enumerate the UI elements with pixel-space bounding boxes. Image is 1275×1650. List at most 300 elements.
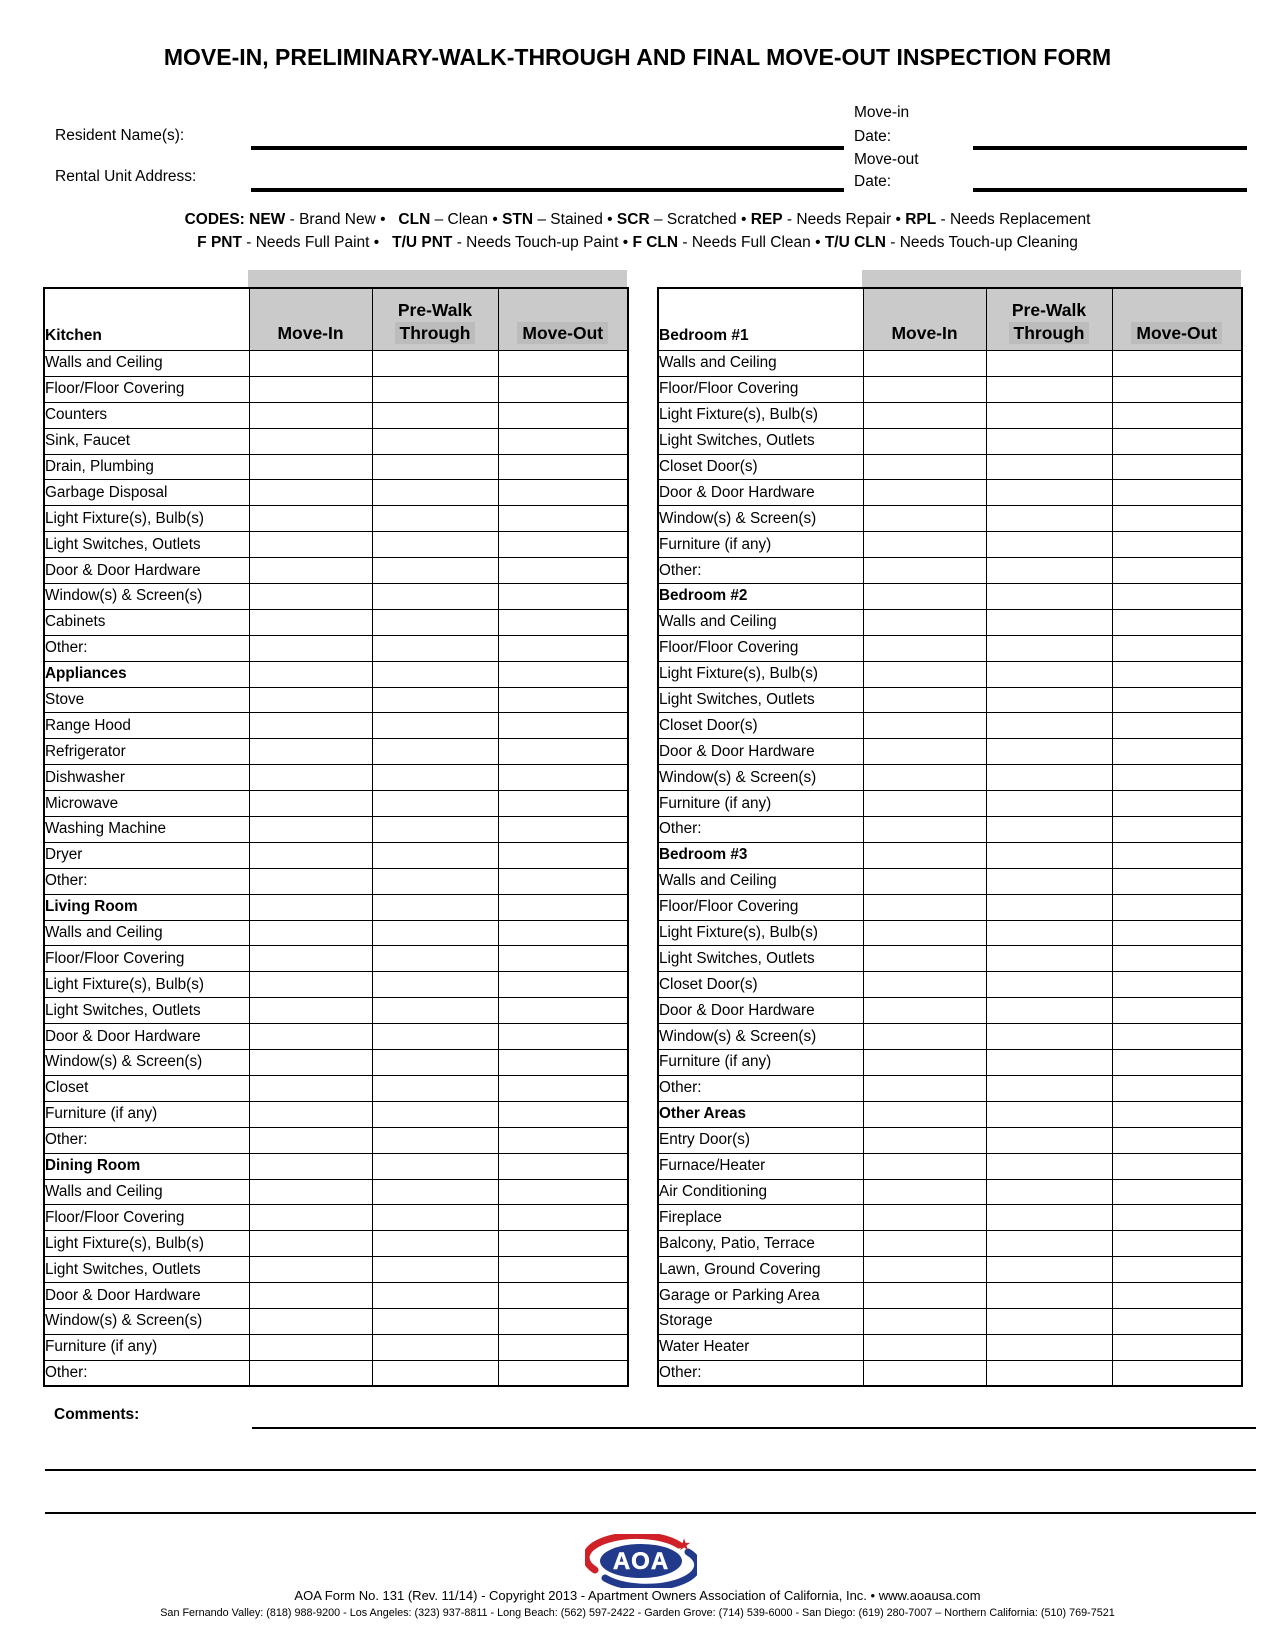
row-label: Other: xyxy=(44,635,249,661)
header-row xyxy=(658,288,1242,351)
entry-cell[interactable] xyxy=(1112,1231,1242,1257)
entry-cell[interactable] xyxy=(498,739,628,765)
entry-cell[interactable] xyxy=(863,946,986,972)
entry-cell[interactable] xyxy=(498,428,628,454)
entry-cell[interactable] xyxy=(372,428,498,454)
entry-cell[interactable] xyxy=(863,635,986,661)
row-label: Walls and Ceiling xyxy=(658,351,863,377)
entry-cell[interactable] xyxy=(986,584,1112,610)
entry-cell[interactable] xyxy=(986,894,1112,920)
table-row xyxy=(658,765,1242,791)
row-label: Walls and Ceiling xyxy=(658,868,863,894)
entry-cell[interactable] xyxy=(863,402,986,428)
entry-cell[interactable] xyxy=(986,480,1112,506)
entry-cell[interactable] xyxy=(1112,558,1242,584)
entry-cell[interactable] xyxy=(249,428,372,454)
entry-cell[interactable] xyxy=(498,635,628,661)
entry-cell[interactable] xyxy=(372,972,498,998)
entry-cell[interactable] xyxy=(498,376,628,402)
entry-cell[interactable] xyxy=(986,1075,1112,1101)
entry-cell[interactable] xyxy=(1112,842,1242,868)
entry-cell[interactable] xyxy=(498,1050,628,1076)
entry-cell[interactable] xyxy=(372,868,498,894)
entry-cell[interactable] xyxy=(372,713,498,739)
entry-cell[interactable] xyxy=(863,1205,986,1231)
entry-cell[interactable] xyxy=(863,454,986,480)
entry-cell[interactable] xyxy=(249,1179,372,1205)
entry-cell[interactable] xyxy=(986,1360,1112,1386)
entry-cell[interactable] xyxy=(498,1127,628,1153)
row-label: Closet Door(s) xyxy=(658,454,863,480)
entry-cell[interactable] xyxy=(498,791,628,817)
entry-cell[interactable] xyxy=(986,713,1112,739)
comments-blank-line-1[interactable] xyxy=(45,1469,1256,1471)
row-label: Door & Door Hardware xyxy=(44,1283,249,1309)
entry-cell[interactable] xyxy=(986,998,1112,1024)
entry-cell[interactable] xyxy=(372,1308,498,1334)
table-row xyxy=(658,584,1242,610)
table-row xyxy=(44,558,628,584)
table-row xyxy=(658,946,1242,972)
entry-cell[interactable] xyxy=(986,817,1112,843)
entry-cell[interactable] xyxy=(1112,532,1242,558)
entry-cell[interactable] xyxy=(498,1257,628,1283)
entry-cell[interactable] xyxy=(249,506,372,532)
table-row xyxy=(44,584,628,610)
row-label: Washing Machine xyxy=(44,817,249,843)
entry-cell[interactable] xyxy=(1112,506,1242,532)
entry-cell[interactable] xyxy=(1112,1308,1242,1334)
entry-cell[interactable] xyxy=(863,1308,986,1334)
entry-cell[interactable] xyxy=(498,842,628,868)
entry-cell[interactable] xyxy=(372,1179,498,1205)
row-label: Walls and Ceiling xyxy=(658,609,863,635)
entry-cell[interactable] xyxy=(498,1101,628,1127)
entry-cell[interactable] xyxy=(1112,765,1242,791)
entry-cell[interactable] xyxy=(372,1075,498,1101)
table-row xyxy=(658,842,1242,868)
row-label: Light Switches, Outlets xyxy=(658,428,863,454)
entry-cell[interactable] xyxy=(863,376,986,402)
entry-cell[interactable] xyxy=(863,842,986,868)
entry-cell[interactable] xyxy=(986,558,1112,584)
entry-cell[interactable] xyxy=(249,765,372,791)
entry-cell[interactable] xyxy=(249,998,372,1024)
entry-cell[interactable] xyxy=(1112,1334,1242,1360)
entry-cell[interactable] xyxy=(249,1153,372,1179)
row-label: Air Conditioning xyxy=(658,1179,863,1205)
table-row xyxy=(658,1024,1242,1050)
entry-cell[interactable] xyxy=(249,739,372,765)
entry-cell[interactable] xyxy=(986,428,1112,454)
move-out-date-field[interactable] xyxy=(973,188,1247,192)
entry-cell[interactable] xyxy=(249,972,372,998)
entry-cell[interactable] xyxy=(372,1360,498,1386)
entry-cell[interactable] xyxy=(372,1205,498,1231)
entry-cell[interactable] xyxy=(863,609,986,635)
entry-cell[interactable] xyxy=(1112,868,1242,894)
entry-cell[interactable] xyxy=(1112,609,1242,635)
entry-cell[interactable] xyxy=(249,558,372,584)
table-row xyxy=(44,402,628,428)
entry-cell[interactable] xyxy=(249,687,372,713)
entry-cell[interactable] xyxy=(372,635,498,661)
entry-cell[interactable] xyxy=(249,635,372,661)
entry-cell[interactable] xyxy=(372,998,498,1024)
entry-cell[interactable] xyxy=(1112,584,1242,610)
entry-cell[interactable] xyxy=(498,817,628,843)
entry-cell[interactable] xyxy=(863,713,986,739)
entry-cell[interactable] xyxy=(986,1050,1112,1076)
entry-cell[interactable] xyxy=(863,1334,986,1360)
table-row xyxy=(44,1308,628,1334)
entry-cell[interactable] xyxy=(498,765,628,791)
entry-cell[interactable] xyxy=(863,661,986,687)
entry-cell[interactable] xyxy=(986,506,1112,532)
entry-cell[interactable] xyxy=(498,972,628,998)
entry-cell[interactable] xyxy=(863,765,986,791)
entry-cell[interactable] xyxy=(498,894,628,920)
entry-cell[interactable] xyxy=(498,402,628,428)
column-header: Pre-Walk Through xyxy=(372,288,498,351)
entry-cell[interactable] xyxy=(986,376,1112,402)
entry-cell[interactable] xyxy=(249,1308,372,1334)
entry-cell[interactable] xyxy=(863,1127,986,1153)
table-row xyxy=(44,1283,628,1309)
entry-cell[interactable] xyxy=(863,894,986,920)
entry-cell[interactable] xyxy=(863,1360,986,1386)
entry-cell[interactable] xyxy=(986,1205,1112,1231)
entry-cell[interactable] xyxy=(249,946,372,972)
entry-cell[interactable] xyxy=(372,1153,498,1179)
entry-cell[interactable] xyxy=(372,920,498,946)
section-row-label: Dining Room xyxy=(44,1153,249,1179)
entry-cell[interactable] xyxy=(372,506,498,532)
entry-cell[interactable] xyxy=(863,428,986,454)
entry-cell[interactable] xyxy=(1112,998,1242,1024)
table-row xyxy=(658,1257,1242,1283)
entry-cell[interactable] xyxy=(863,506,986,532)
entry-cell[interactable] xyxy=(372,584,498,610)
entry-cell[interactable] xyxy=(986,739,1112,765)
entry-cell[interactable] xyxy=(372,532,498,558)
entry-cell[interactable] xyxy=(863,920,986,946)
row-label: Other: xyxy=(44,868,249,894)
entry-cell[interactable] xyxy=(498,506,628,532)
entry-cell[interactable] xyxy=(986,1257,1112,1283)
entry-cell[interactable] xyxy=(249,791,372,817)
entry-cell[interactable] xyxy=(498,1308,628,1334)
entry-cell[interactable] xyxy=(249,1024,372,1050)
entry-cell[interactable] xyxy=(1112,428,1242,454)
codes-legend xyxy=(0,208,1275,254)
entry-cell[interactable] xyxy=(1112,1024,1242,1050)
entry-cell[interactable] xyxy=(986,920,1112,946)
entry-cell[interactable] xyxy=(863,1075,986,1101)
entry-cell[interactable] xyxy=(986,454,1112,480)
entry-cell[interactable] xyxy=(498,998,628,1024)
entry-cell[interactable] xyxy=(498,454,628,480)
entry-cell[interactable] xyxy=(986,1334,1112,1360)
entry-cell[interactable] xyxy=(986,1153,1112,1179)
table-row xyxy=(658,920,1242,946)
entry-cell[interactable] xyxy=(498,480,628,506)
entry-cell[interactable] xyxy=(863,791,986,817)
comments-field[interactable] xyxy=(252,1427,1256,1429)
entry-cell[interactable] xyxy=(986,687,1112,713)
entry-cell[interactable] xyxy=(863,480,986,506)
entry-cell[interactable] xyxy=(372,791,498,817)
entry-cell[interactable] xyxy=(372,1334,498,1360)
entry-cell[interactable] xyxy=(372,817,498,843)
entry-cell[interactable] xyxy=(986,842,1112,868)
move-out-label: Move-out xyxy=(854,151,919,168)
entry-cell[interactable] xyxy=(372,1101,498,1127)
entry-cell[interactable] xyxy=(372,454,498,480)
entry-cell[interactable] xyxy=(249,661,372,687)
entry-cell[interactable] xyxy=(986,661,1112,687)
entry-cell[interactable] xyxy=(1112,1101,1242,1127)
entry-cell[interactable] xyxy=(986,868,1112,894)
entry-cell[interactable] xyxy=(863,687,986,713)
entry-cell[interactable] xyxy=(986,1179,1112,1205)
entry-cell[interactable] xyxy=(863,1101,986,1127)
entry-cell[interactable] xyxy=(1112,1127,1242,1153)
entry-cell[interactable] xyxy=(498,609,628,635)
row-label: Light Switches, Outlets xyxy=(44,998,249,1024)
entry-cell[interactable] xyxy=(1112,1257,1242,1283)
inspection-table xyxy=(43,287,629,1387)
entry-cell[interactable] xyxy=(863,558,986,584)
table-row xyxy=(44,1024,628,1050)
table-row xyxy=(44,920,628,946)
entry-cell[interactable] xyxy=(249,1127,372,1153)
table-row xyxy=(44,1050,628,1076)
entry-cell[interactable] xyxy=(986,609,1112,635)
entry-cell[interactable] xyxy=(863,584,986,610)
entry-cell[interactable] xyxy=(1112,920,1242,946)
table-row xyxy=(44,687,628,713)
table-row xyxy=(44,972,628,998)
entry-cell[interactable] xyxy=(863,739,986,765)
entry-cell[interactable] xyxy=(372,946,498,972)
entry-cell[interactable] xyxy=(1112,687,1242,713)
entry-cell[interactable] xyxy=(372,376,498,402)
entry-cell[interactable] xyxy=(249,817,372,843)
entry-cell[interactable] xyxy=(863,817,986,843)
rental-address-field[interactable] xyxy=(251,188,844,192)
entry-cell[interactable] xyxy=(986,1127,1112,1153)
entry-cell[interactable] xyxy=(249,894,372,920)
move-out-date-label: Date: xyxy=(854,173,892,190)
entry-cell[interactable] xyxy=(1112,351,1242,377)
entry-cell[interactable] xyxy=(372,765,498,791)
entry-cell[interactable] xyxy=(863,1257,986,1283)
entry-cell[interactable] xyxy=(986,791,1112,817)
entry-cell[interactable] xyxy=(986,532,1112,558)
entry-cell[interactable] xyxy=(249,584,372,610)
entry-cell[interactable] xyxy=(986,1024,1112,1050)
row-label: Microwave xyxy=(44,791,249,817)
row-label: Counters xyxy=(44,402,249,428)
entry-cell[interactable] xyxy=(249,842,372,868)
entry-cell[interactable] xyxy=(863,1231,986,1257)
row-label: Walls and Ceiling xyxy=(44,351,249,377)
row-label: Furniture (if any) xyxy=(658,532,863,558)
entry-cell[interactable] xyxy=(863,972,986,998)
entry-cell[interactable] xyxy=(372,739,498,765)
entry-cell[interactable] xyxy=(498,1075,628,1101)
table-row xyxy=(44,428,628,454)
entry-cell[interactable] xyxy=(863,1283,986,1309)
table-row xyxy=(658,1283,1242,1309)
entry-cell[interactable] xyxy=(1112,1153,1242,1179)
entry-cell[interactable] xyxy=(372,1257,498,1283)
entry-cell[interactable] xyxy=(249,1075,372,1101)
entry-cell[interactable] xyxy=(1112,817,1242,843)
entry-cell[interactable] xyxy=(372,1231,498,1257)
entry-cell[interactable] xyxy=(498,584,628,610)
entry-cell[interactable] xyxy=(1112,635,1242,661)
entry-cell[interactable] xyxy=(498,946,628,972)
entry-cell[interactable] xyxy=(498,1334,628,1360)
move-in-date-label: Date: xyxy=(854,128,892,145)
row-label: Light Switches, Outlets xyxy=(658,946,863,972)
entry-cell[interactable] xyxy=(986,635,1112,661)
entry-cell[interactable] xyxy=(372,1127,498,1153)
entry-cell[interactable] xyxy=(372,842,498,868)
entry-cell[interactable] xyxy=(249,1101,372,1127)
entry-cell[interactable] xyxy=(372,351,498,377)
entry-cell[interactable] xyxy=(498,687,628,713)
entry-cell[interactable] xyxy=(1112,376,1242,402)
entry-cell[interactable] xyxy=(863,998,986,1024)
entry-cell[interactable] xyxy=(1112,454,1242,480)
entry-cell[interactable] xyxy=(1112,1360,1242,1386)
entry-cell[interactable] xyxy=(1112,946,1242,972)
entry-cell[interactable] xyxy=(498,1205,628,1231)
entry-cell[interactable] xyxy=(249,1257,372,1283)
entry-cell[interactable] xyxy=(249,402,372,428)
entry-cell[interactable] xyxy=(498,1179,628,1205)
entry-cell[interactable] xyxy=(1112,1075,1242,1101)
entry-cell[interactable] xyxy=(372,480,498,506)
row-label: Window(s) & Screen(s) xyxy=(44,584,249,610)
entry-cell[interactable] xyxy=(986,1231,1112,1257)
resident-name-field[interactable] xyxy=(251,146,844,150)
entry-cell[interactable] xyxy=(498,1024,628,1050)
entry-cell[interactable] xyxy=(249,609,372,635)
entry-cell[interactable] xyxy=(1112,1283,1242,1309)
entry-cell[interactable] xyxy=(249,1360,372,1386)
row-label: Water Heater xyxy=(658,1334,863,1360)
entry-cell[interactable] xyxy=(986,351,1112,377)
entry-cell[interactable] xyxy=(372,687,498,713)
entry-cell[interactable] xyxy=(863,1153,986,1179)
entry-cell[interactable] xyxy=(863,1179,986,1205)
entry-cell[interactable] xyxy=(249,351,372,377)
entry-cell[interactable] xyxy=(372,558,498,584)
entry-cell[interactable] xyxy=(372,402,498,428)
entry-cell[interactable] xyxy=(498,1231,628,1257)
row-label: Door & Door Hardware xyxy=(658,739,863,765)
entry-cell[interactable] xyxy=(863,351,986,377)
table-row xyxy=(658,635,1242,661)
entry-cell[interactable] xyxy=(498,558,628,584)
entry-cell[interactable] xyxy=(1112,402,1242,428)
entry-cell[interactable] xyxy=(249,920,372,946)
entry-cell[interactable] xyxy=(1112,791,1242,817)
entry-cell[interactable] xyxy=(863,1024,986,1050)
entry-cell[interactable] xyxy=(249,868,372,894)
row-label: Floor/Floor Covering xyxy=(658,894,863,920)
entry-cell[interactable] xyxy=(249,376,372,402)
entry-cell[interactable] xyxy=(498,532,628,558)
entry-cell[interactable] xyxy=(372,609,498,635)
move-in-date-field[interactable] xyxy=(973,146,1247,150)
entry-cell[interactable] xyxy=(986,765,1112,791)
entry-cell[interactable] xyxy=(249,532,372,558)
entry-cell[interactable] xyxy=(498,661,628,687)
entry-cell[interactable] xyxy=(249,480,372,506)
entry-cell[interactable] xyxy=(372,894,498,920)
entry-cell[interactable] xyxy=(1112,661,1242,687)
entry-cell[interactable] xyxy=(498,920,628,946)
entry-cell[interactable] xyxy=(986,1308,1112,1334)
row-label: Furniture (if any) xyxy=(44,1101,249,1127)
entry-cell[interactable] xyxy=(498,1153,628,1179)
entry-cell[interactable] xyxy=(249,1231,372,1257)
entry-cell[interactable] xyxy=(372,1024,498,1050)
entry-cell[interactable] xyxy=(372,661,498,687)
entry-cell[interactable] xyxy=(863,532,986,558)
entry-cell[interactable] xyxy=(1112,480,1242,506)
entry-cell[interactable] xyxy=(498,1283,628,1309)
entry-cell[interactable] xyxy=(372,1050,498,1076)
entry-cell[interactable] xyxy=(498,1360,628,1386)
entry-cell[interactable] xyxy=(986,946,1112,972)
entry-cell[interactable] xyxy=(249,713,372,739)
entry-cell[interactable] xyxy=(1112,894,1242,920)
entry-cell[interactable] xyxy=(498,713,628,739)
entry-cell[interactable] xyxy=(249,1205,372,1231)
entry-cell[interactable] xyxy=(986,972,1112,998)
row-label: Floor/Floor Covering xyxy=(44,946,249,972)
entry-cell[interactable] xyxy=(986,1283,1112,1309)
table-row xyxy=(44,1127,628,1153)
entry-cell[interactable] xyxy=(1112,1179,1242,1205)
entry-cell[interactable] xyxy=(249,1334,372,1360)
entry-cell[interactable] xyxy=(1112,1050,1242,1076)
entry-cell[interactable] xyxy=(863,868,986,894)
table-row xyxy=(658,1360,1242,1386)
comments-blank-line-2[interactable] xyxy=(45,1512,1256,1514)
entry-cell[interactable] xyxy=(249,454,372,480)
entry-cell[interactable] xyxy=(986,1101,1112,1127)
entry-cell[interactable] xyxy=(1112,972,1242,998)
entry-cell[interactable] xyxy=(1112,1205,1242,1231)
entry-cell[interactable] xyxy=(249,1050,372,1076)
row-label: Fireplace xyxy=(658,1205,863,1231)
entry-cell[interactable] xyxy=(498,351,628,377)
entry-cell[interactable] xyxy=(372,1283,498,1309)
entry-cell[interactable] xyxy=(498,868,628,894)
entry-cell[interactable] xyxy=(1112,713,1242,739)
entry-cell[interactable] xyxy=(986,402,1112,428)
entry-cell[interactable] xyxy=(863,1050,986,1076)
entry-cell[interactable] xyxy=(249,1283,372,1309)
entry-cell[interactable] xyxy=(1112,739,1242,765)
